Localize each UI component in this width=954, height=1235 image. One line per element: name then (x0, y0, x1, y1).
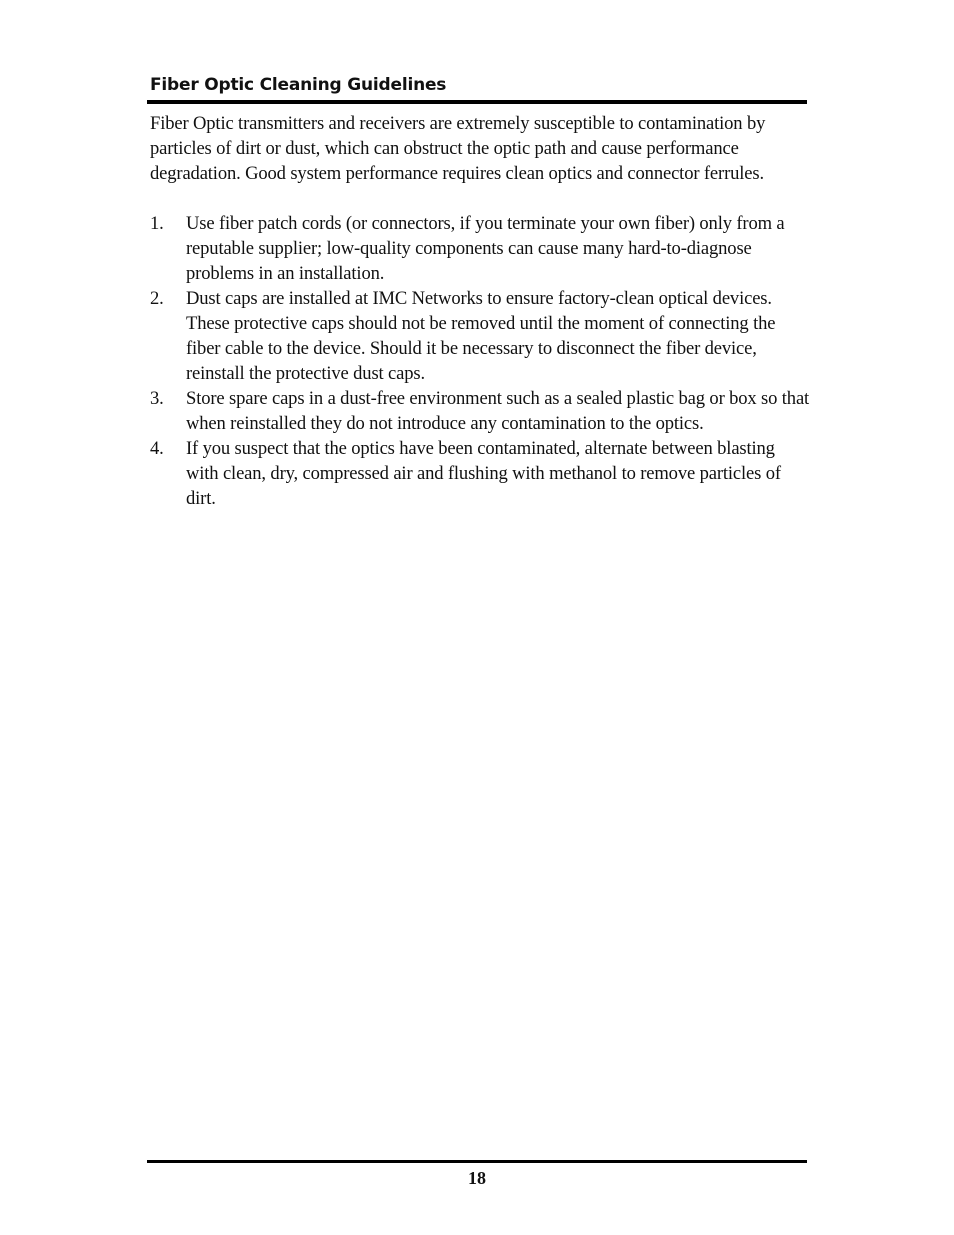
step-number: 2. (150, 288, 164, 309)
step-number: 1. (150, 213, 164, 234)
page-title: Fiber Optic Cleaning Guidelines (150, 75, 447, 95)
step-text: Store spare caps in a dust-free environment such as a sealed plastic bag or box so that when reinstalled they do not introduce any contamination to the optics. (186, 388, 810, 434)
list-item (150, 436, 810, 511)
step-text: If you suspect that the optics have been contaminated, alternate between blasting with clean, dry, compressed air and flushing with methanol to remove particles of dirt. (186, 438, 781, 509)
header-divider (147, 100, 807, 104)
step-number: 3. (150, 388, 164, 409)
step-text: Use fiber patch cords (or connectors, if you terminate your own fiber) only from a reputable supplier; low-quality components can cause many hard-to-diagnose problems in an installation. (186, 213, 785, 284)
list-item (150, 386, 810, 436)
step-text: Dust caps are installed at IMC Networks to ensure factory-clean optical devices. These protective caps should not be removed until the moment of connecting the fiber cable to the device. Should it be necessary to disconnect the fiber device, reinstall the protective dust caps. (186, 288, 776, 384)
page-number: 18 (468, 1168, 486, 1188)
step-number: 4. (150, 438, 164, 459)
intro-paragraph: Fiber Optic transmitters and receivers are extremely susceptible to contamination by particles of dirt or dust, which can obstruct the optic path and cause performance degradation. Good system performance requires clean optics and connector ferrules. (150, 113, 766, 184)
cleaning-steps-list (150, 211, 810, 511)
footer-divider (147, 1160, 807, 1163)
list-item (150, 211, 810, 286)
list-item (150, 286, 810, 386)
